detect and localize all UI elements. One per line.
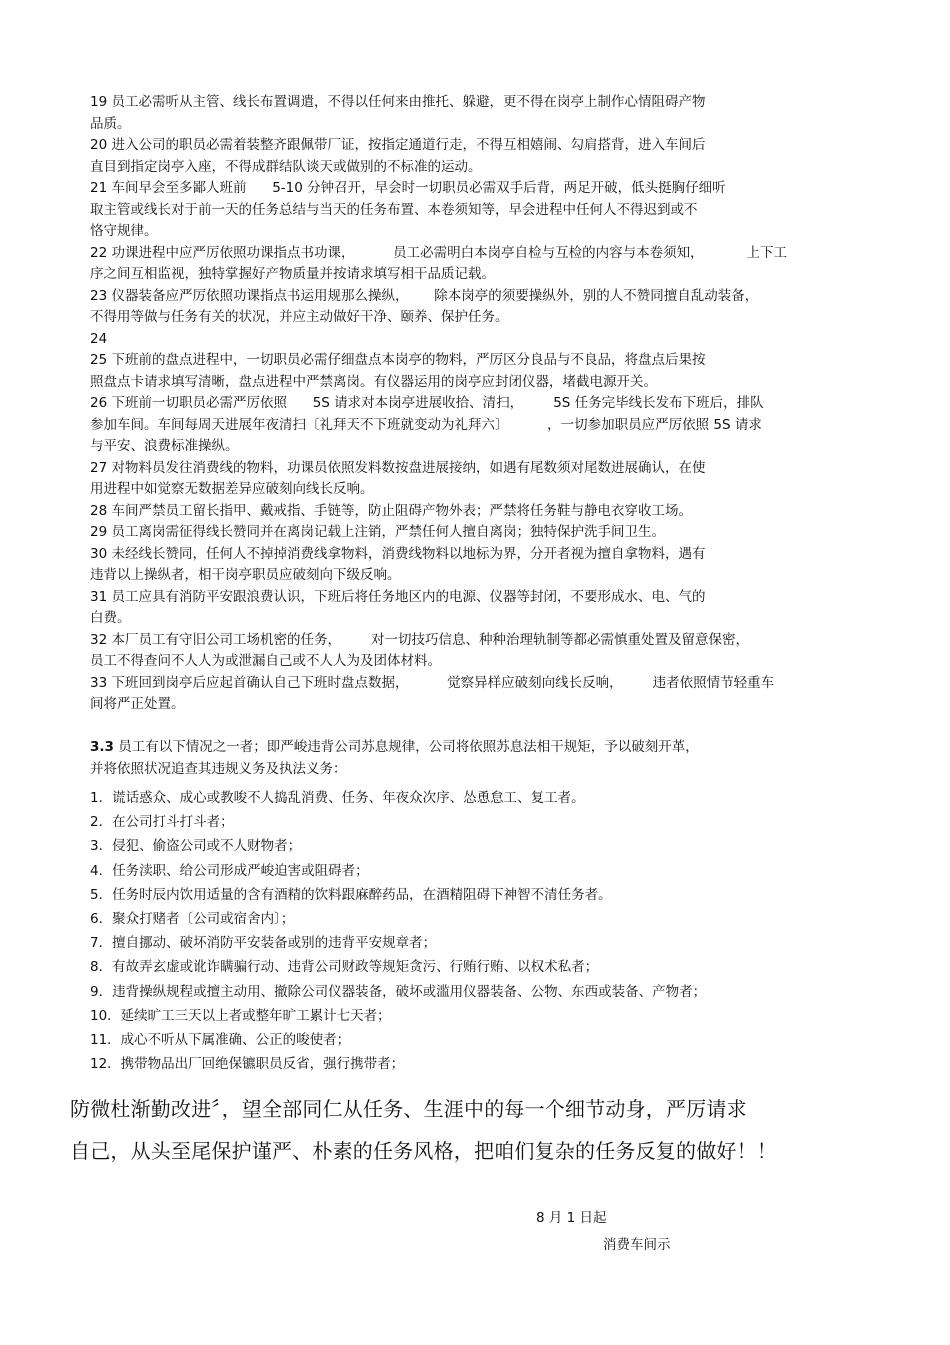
rule-line: 20 进入公司的职员必需着装整齐跟佩带厂证，按指定通道行走，不得互相嬉闹、勾肩搭背，进入车间后 [90, 137, 706, 153]
rule-line: 品质。 [90, 115, 131, 132]
list-item: 3．侵犯、偷盗公司或不人财物者； [90, 838, 302, 855]
rule-item [90, 501, 850, 523]
rule-item [90, 587, 850, 630]
rule-item [90, 458, 850, 501]
rule-line: 32 本厂员工有守旧公司工场机密的任务， 对一切技巧信息、种种治理轨制等都必需慎重处置及留意保密， [90, 631, 750, 648]
rule-item [90, 329, 850, 351]
rule-item [90, 286, 850, 329]
rule-line: 21 车间早会至多鄙人班前 5-10 分钟召开，早会时一切职员必需双手后背，两足开破，低头挺胸仔细听 [90, 180, 726, 196]
list-item: 7．擅自挪动、破坏消防平安装备或别的违背平安规章者； [90, 935, 437, 952]
rules-list [90, 92, 850, 716]
rule-line: 照盘点卡请求填写清晰，盘点进程中严禁离岗。有仪器运用的岗亭应封闭仪器，堵截电源开关。 [90, 373, 657, 390]
section-3-3 [90, 736, 850, 1076]
list-item: 2．在公司打斗打斗者； [90, 814, 234, 831]
rule-line: 26 下班前一切职员必需严厉依照 5S 请求对本岗亭进展收拾、清扫， 5S 任务完毕线长发布下班后，排队 [90, 395, 764, 411]
rule-line: 27 对物料员发往消费线的物料，功课员依照发料数按盘进展接纳，如遇有尾数须对尾数进展确认，在使 [90, 459, 706, 476]
rule-item [90, 135, 850, 178]
rule-line: 31 员工应具有消防平安跟浪费认识，下班后将任务地区内的电源、仪器等封闭，不要形成水、电、气的 [90, 588, 706, 605]
section-intro [90, 736, 850, 780]
section-intro-line-2: 并将依照状况追查其违规义务及执法义务： [90, 761, 347, 777]
rule-line: 序之间互相监视，独特掌握好产物质量并按请求填写相干品质记载。 [90, 266, 495, 282]
rule-item [90, 630, 850, 673]
rule-line: 违背以上操纵者，相干岗亭职员应破刻向下级反响。 [90, 567, 401, 583]
list-item: 6．聚众打赌者〔公司或宿舍内〕； [90, 911, 295, 928]
list-item: 12．携带物品出厂回绝保镳职员反省，强行携带者； [90, 1056, 405, 1073]
rule-line: 19 员工必需听从主管、线长布置调遣，不得以任何来由推托、躲避，更不得在岗亭上制作心情阻碍产物 [90, 94, 706, 110]
rule-line: 参加车间。车间每周天进展年夜清扫〔礼拜天不下班就变动为礼拜六〕 ，一切参加职员应严厉依照 5S 请求 [90, 416, 762, 433]
rule-line: 23 仪器装备应严厉依照功课指点书运用规那么操纵， 除本岗亭的须要操纵外，别的人不赞同擅自乱动装备， [90, 287, 759, 304]
list-item: 10．延续旷工三天以上者或整年旷工累计七天者； [90, 1007, 391, 1024]
rule-line: 恪守规律。 [90, 223, 158, 239]
list-item: 9．违背操纵规程或擅主动用、撤除公司仪器装备，破坏或滥用仪器装备、公物、东西或装备、产物者； [90, 983, 707, 1000]
list-item: 4．任务渎职、给公司形成严峻迫害或阻碍者； [90, 862, 369, 879]
section-intro-line-1 [90, 736, 850, 758]
rule-item [90, 178, 850, 243]
rule-item [90, 522, 850, 544]
rule-item [90, 350, 850, 393]
rule-line: 间将严正处置。 [90, 696, 185, 712]
rule-line: 33 下班回到岗亭后应起首确认自己下班时盘点数据， 觉察异样应破刻向线长反响， 违者依照情节轻重车 [90, 674, 775, 691]
rule-line: 25 下班前的盘点进程中，一切职员必需仔细盘点本岗亭的物料，严厉区分良品与不良品，将盘点后果按 [90, 352, 706, 368]
section-number: 3.3 [90, 739, 114, 755]
closing-statement [70, 1088, 870, 1172]
list-item: 1．谎话惑众、成心或教唆不人捣乱消费、任务、年夜众次序、怂恿怠工、复工者。 [90, 790, 585, 806]
rule-line: 不得用等做与任务有关的状况，并应主动做好干净、颐养、保护任务。 [90, 309, 509, 325]
rule-item [90, 243, 850, 286]
violation-list [90, 786, 850, 1076]
rule-line: 22 功课进程中应严厉依照功课指点书功课， 员工必需明白本岗亭自检与互检的内容与本卷须知， 上下工 [90, 244, 788, 261]
list-item: 8．有故弄玄虚或讹诈瞒骗行动、违背公司财政等规矩贪污、行贿行贿、以权术私者； [90, 959, 599, 976]
rule-item [90, 544, 850, 587]
list-item: 5．任务时辰内饮用适量的含有酒精的饮料跟麻醉药品，在酒精阻碍下神智不清任务者。 [90, 886, 612, 903]
rule-line: 24 [90, 330, 108, 347]
effective-date: 8 月 1 日起 [536, 1210, 607, 1226]
rule-line: 28 车间严禁员工留长指甲、戴戒指、手链等，防止阻碍产物外表；严禁将任务鞋与静电衣穿收工场。 [90, 502, 692, 519]
rule-item [90, 92, 850, 135]
rule-line: 30 未经线长赞同，任何人不掉掉消费线拿物料，消费线物料以地标为界，分开者视为擅自拿物料，遇有 [90, 545, 706, 562]
issuer-signature: 消费车间示 [603, 1237, 671, 1253]
rule-line: 取主管或线长对于前一天的任务总结与当天的任务布置、本卷须知等，早会进程中任何人不得迟到或不 [90, 201, 698, 218]
rule-line: 员工不得查问不人人为或泄漏自己或不人人为及团体材料。 [90, 653, 441, 669]
rule-item [90, 393, 850, 458]
section-intro-text: 员工有以下情况之一者；即严峻违背公司苏息规律，公司将依照苏息法相干规矩，予以破刻开革， [113, 739, 699, 755]
rule-line: 直目到指定岗亭入座，不得成群结队谈天或做别的不标准的运动。 [90, 158, 482, 175]
rule-item [90, 673, 850, 716]
rule-line: 用进程中如觉察无数据差异应破刻向线长反响。 [90, 481, 374, 497]
closing-line-1: 防微杜渐勤改进〞，望全部同仁从任务、生涯中的每一个细节动身，严厉请求 [70, 1097, 747, 1121]
rule-line: 与平安、浪费标准操纵。 [90, 438, 239, 454]
list-item: 11．成心不听从下属准确、公正的唆使者； [90, 1032, 351, 1049]
rule-line: 29 员工离岗需征得线长赞同并在离岗记载上注销，严禁任何人擅自离岗；独特保护洗手间卫生。 [90, 524, 665, 540]
closing-line-2: 自己，从头至尾保护谨严、朴素的任务风格，把咱们复杂的任务反复的做好！！ [70, 1139, 777, 1163]
rule-line: 白费。 [90, 610, 131, 626]
